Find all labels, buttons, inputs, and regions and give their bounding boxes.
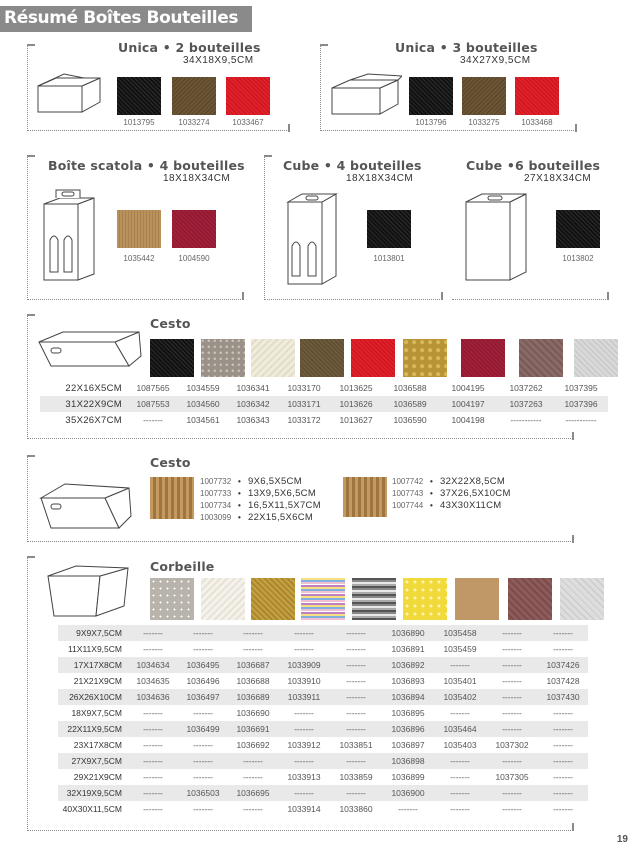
table-row bbox=[58, 721, 588, 737]
product-code: 1013795 bbox=[123, 118, 155, 127]
page-number: 19 bbox=[616, 834, 628, 845]
swatch-kraft bbox=[455, 578, 499, 620]
size-label: 22X11X9,5CM bbox=[58, 721, 128, 737]
table-cell: 1035402 bbox=[434, 689, 486, 705]
list-item bbox=[392, 488, 511, 500]
size-label: 21X21X9CM bbox=[73, 676, 122, 686]
product-code: 1007743 bbox=[392, 489, 424, 498]
table-cell: ------- bbox=[330, 657, 382, 673]
basket-illustration bbox=[44, 560, 134, 622]
table-cell: 1036687 bbox=[228, 657, 278, 673]
product-code: 1007733 bbox=[200, 489, 232, 498]
table-cell: ------- bbox=[294, 644, 314, 654]
table-cell: 1036695 bbox=[228, 785, 278, 801]
table-cell: 1037426 bbox=[538, 657, 588, 673]
cesto1-title: Cesto bbox=[150, 316, 191, 331]
table-cell: ------- bbox=[278, 721, 330, 737]
bullet: • bbox=[238, 501, 241, 510]
table-cell: ------- bbox=[193, 804, 213, 814]
size-label: 22X16X5CM bbox=[65, 382, 122, 394]
list-item bbox=[200, 512, 321, 524]
table-cell: ------- bbox=[553, 804, 573, 814]
product-code: 1007742 bbox=[392, 477, 424, 486]
table-cell: ------- bbox=[243, 644, 263, 654]
table-row bbox=[58, 801, 588, 817]
swatch-multistripe bbox=[301, 578, 345, 620]
size-label: 23X17X8CM bbox=[73, 740, 122, 750]
table-cell: ------- bbox=[538, 625, 588, 641]
table-cell: 1033910 bbox=[287, 676, 321, 686]
product-code: 1013801 bbox=[373, 254, 405, 263]
product-code: 1007744 bbox=[392, 501, 424, 510]
frame-tick bbox=[572, 432, 574, 440]
frame-tick bbox=[575, 124, 577, 132]
table-cell: 1036689 bbox=[228, 689, 278, 705]
product-code: 1033274 bbox=[178, 118, 210, 127]
table-cell: 1034634 bbox=[128, 657, 178, 673]
table-cell: ------- bbox=[486, 625, 538, 641]
list-item bbox=[200, 476, 321, 488]
bottle-box-illustration bbox=[40, 188, 98, 284]
product-code: 1033468 bbox=[521, 118, 553, 127]
frame-tick bbox=[441, 292, 443, 300]
table-cell: 1013627 bbox=[339, 415, 373, 425]
table-cell: 1036895 bbox=[391, 708, 425, 718]
table-cell: 1036503 bbox=[178, 785, 228, 801]
table-cell: ------- bbox=[143, 708, 163, 718]
table-row bbox=[40, 380, 608, 396]
size-label: 13X9,5X6,5CM bbox=[248, 488, 317, 499]
swatch-black bbox=[117, 77, 161, 115]
table-cell: ------- bbox=[553, 644, 573, 654]
table-cell: 1036897 bbox=[391, 740, 425, 750]
corbeille-title: Corbeille bbox=[150, 559, 215, 574]
table-cell: ------- bbox=[330, 625, 382, 641]
table-cell: ------- bbox=[486, 721, 538, 737]
table-row bbox=[58, 625, 588, 641]
table-cell: ----------- bbox=[565, 415, 597, 425]
table-cell: 1033851 bbox=[339, 740, 373, 750]
swatch-bronze bbox=[172, 77, 216, 115]
frame-tick bbox=[27, 44, 35, 46]
swatch-gold bbox=[251, 578, 295, 620]
corbeille-table bbox=[58, 625, 588, 817]
table-cell: 1035401 bbox=[443, 676, 477, 686]
table-row bbox=[58, 657, 588, 673]
table-cell: 1033913 bbox=[287, 772, 321, 782]
cesto2-size-list-left bbox=[200, 476, 321, 524]
product-code: 1033275 bbox=[468, 118, 500, 127]
table-cell: 1036590 bbox=[393, 415, 427, 425]
table-cell: ------- bbox=[330, 689, 382, 705]
table-cell: 1036495 bbox=[178, 657, 228, 673]
table-cell: 1004197 bbox=[438, 396, 498, 412]
table-cell: 1036891 bbox=[391, 644, 425, 654]
product-code: 1035442 bbox=[123, 254, 155, 263]
size-label: 35X26X7CM bbox=[65, 414, 122, 426]
table-cell: ------- bbox=[228, 625, 278, 641]
size-label: 31X22X9CM bbox=[40, 396, 128, 412]
table-cell: ------- bbox=[450, 708, 470, 718]
swatch-gold bbox=[403, 339, 447, 377]
frame-tick bbox=[572, 823, 574, 831]
size-label: 16,5X11,5X7CM bbox=[248, 500, 321, 511]
table-cell: ------- bbox=[502, 804, 522, 814]
table-cell: 1036690 bbox=[236, 708, 270, 718]
table-cell: ------- bbox=[143, 644, 163, 654]
table-row bbox=[58, 705, 588, 721]
bullet: • bbox=[430, 477, 433, 486]
table-cell: ------- bbox=[143, 415, 163, 425]
table-cell: 1033171 bbox=[278, 396, 330, 412]
table-cell: 1037395 bbox=[564, 383, 598, 393]
table-row bbox=[58, 673, 588, 689]
bullet: • bbox=[238, 513, 241, 522]
table-cell: ------- bbox=[538, 753, 588, 769]
cube4-dimensions: 18X18X34CM bbox=[346, 173, 414, 184]
product-code: 1013796 bbox=[415, 118, 447, 127]
table-cell: 1037305 bbox=[495, 772, 529, 782]
table-cell: ------- bbox=[330, 785, 382, 801]
table-cell: 1036341 bbox=[236, 383, 270, 393]
swatch-red bbox=[351, 339, 395, 377]
table-cell: 1036890 bbox=[382, 625, 434, 641]
list-item bbox=[392, 500, 511, 512]
swatch-kraft bbox=[117, 210, 161, 248]
table-cell: 1033859 bbox=[339, 772, 373, 782]
size-label: 32X19X9,5CM bbox=[58, 785, 128, 801]
scatola-title: Boîte scatola • 4 bouteilles bbox=[48, 158, 245, 173]
swatch-bronze bbox=[462, 77, 506, 115]
table-cell: ------- bbox=[193, 740, 213, 750]
size-label: 18X9X7,5CM bbox=[71, 708, 122, 718]
page-title: Résumé Boîtes Bouteilles bbox=[4, 8, 239, 28]
table-cell: 1033909 bbox=[278, 657, 330, 673]
table-cell: ------- bbox=[228, 753, 278, 769]
table-cell: ------- bbox=[143, 804, 163, 814]
table-cell: 1036893 bbox=[391, 676, 425, 686]
table-cell: ------- bbox=[143, 772, 163, 782]
table-cell: ----------- bbox=[510, 415, 542, 425]
table-cell: ------- bbox=[450, 804, 470, 814]
table-cell: ------- bbox=[434, 753, 486, 769]
bullet: • bbox=[430, 501, 433, 510]
table-cell: ------- bbox=[502, 676, 522, 686]
size-label: 32X22X8,5CM bbox=[440, 476, 506, 487]
bottle-box-illustration bbox=[462, 188, 532, 284]
swatch-silver-diamond bbox=[560, 578, 604, 620]
table-cell: 1087565 bbox=[136, 383, 170, 393]
table-cell: ------- bbox=[128, 785, 178, 801]
swatch-brown bbox=[300, 339, 344, 377]
unica3-dimensions: 34X27X9,5CM bbox=[460, 55, 531, 66]
product-code: 1004590 bbox=[178, 254, 210, 263]
table-cell: ------- bbox=[398, 804, 418, 814]
swatch-rose bbox=[508, 578, 552, 620]
table-cell: 1037430 bbox=[538, 689, 588, 705]
table-cell: ------- bbox=[553, 772, 573, 782]
table-cell: ------- bbox=[553, 708, 573, 718]
product-code: 1007734 bbox=[200, 501, 232, 510]
table-cell: 1035459 bbox=[443, 644, 477, 654]
table-cell: 1013626 bbox=[330, 396, 382, 412]
table-cell: ------- bbox=[502, 644, 522, 654]
swatch-black bbox=[409, 77, 453, 115]
table-cell: ------- bbox=[193, 772, 213, 782]
frame-tick bbox=[264, 155, 272, 157]
swatch-corrugated bbox=[150, 477, 194, 519]
table-cell: ------- bbox=[193, 644, 213, 654]
table-cell: 1033914 bbox=[287, 804, 321, 814]
table-cell: ------- bbox=[128, 721, 178, 737]
table-cell: 1037302 bbox=[495, 740, 529, 750]
bullet: • bbox=[238, 477, 241, 486]
unica3-title: Unica • 3 bouteilles bbox=[395, 40, 538, 55]
frame-tick bbox=[27, 455, 35, 457]
table-cell: 1033172 bbox=[287, 415, 321, 425]
cube6-dimensions: 27X18X34CM bbox=[524, 173, 592, 184]
cesto1-table bbox=[40, 380, 608, 428]
table-cell: 1033911 bbox=[278, 689, 330, 705]
product-code: 1033467 bbox=[232, 118, 264, 127]
table-cell: ------- bbox=[346, 644, 366, 654]
table-cell: ------- bbox=[553, 740, 573, 750]
table-cell: 1037396 bbox=[554, 396, 608, 412]
table-cell: ------- bbox=[486, 689, 538, 705]
table-cell: 1013625 bbox=[339, 383, 373, 393]
bullet: • bbox=[238, 489, 241, 498]
size-label: 27X9X7,5CM bbox=[58, 753, 128, 769]
table-cell: ------- bbox=[178, 753, 228, 769]
table-cell: ------- bbox=[330, 721, 382, 737]
cube4-title: Cube • 4 bouteilles bbox=[283, 158, 422, 173]
table-cell: 1033912 bbox=[287, 740, 321, 750]
table-cell: ------- bbox=[538, 785, 588, 801]
table-cell: ------- bbox=[294, 708, 314, 718]
frame-tick bbox=[572, 535, 574, 543]
table-cell: 1036499 bbox=[178, 721, 228, 737]
size-label: 43X30X11CM bbox=[440, 500, 502, 511]
swatch-paisley bbox=[150, 578, 194, 620]
tray-illustration bbox=[35, 476, 135, 536]
table-cell: 1034636 bbox=[128, 689, 178, 705]
table-cell: 1033860 bbox=[339, 804, 373, 814]
unica2-dimensions: 34X18X9,5CM bbox=[183, 55, 254, 66]
frame-tick bbox=[27, 155, 35, 157]
table-row bbox=[40, 412, 608, 428]
table-row bbox=[58, 753, 588, 769]
table-row bbox=[58, 641, 588, 657]
table-cell: ------- bbox=[434, 657, 486, 673]
size-label: 29X21X9CM bbox=[73, 772, 122, 782]
product-code: 1003099 bbox=[200, 513, 232, 522]
swatch-black bbox=[367, 210, 411, 248]
bullet: • bbox=[430, 489, 433, 498]
table-cell: 1036894 bbox=[382, 689, 434, 705]
table-cell: ------- bbox=[243, 804, 263, 814]
table-cell: 1037263 bbox=[498, 396, 554, 412]
table-cell: 1004198 bbox=[451, 415, 485, 425]
frame-tick bbox=[27, 556, 35, 558]
swatch-wine bbox=[461, 339, 505, 377]
table-cell: 1036896 bbox=[382, 721, 434, 737]
table-cell: 1034560 bbox=[178, 396, 228, 412]
table-cell: 1036342 bbox=[228, 396, 278, 412]
box-illustration bbox=[328, 72, 402, 118]
table-cell: 1036496 bbox=[186, 676, 220, 686]
frame-tick bbox=[242, 292, 244, 300]
table-cell: 1036692 bbox=[236, 740, 270, 750]
table-cell: ------- bbox=[128, 753, 178, 769]
table-row bbox=[58, 769, 588, 785]
bottle-box-illustration bbox=[282, 188, 340, 288]
unica2-title: Unica • 2 bouteilles bbox=[118, 40, 261, 55]
table-cell: 1004195 bbox=[451, 383, 485, 393]
table-row bbox=[58, 689, 588, 705]
cesto2-title: Cesto bbox=[150, 455, 191, 470]
table-cell: 1034561 bbox=[186, 415, 220, 425]
table-cell: ------- bbox=[346, 708, 366, 718]
list-item bbox=[200, 500, 321, 512]
table-cell: ------- bbox=[278, 785, 330, 801]
table-cell: 1033170 bbox=[287, 383, 321, 393]
table-cell: ------- bbox=[330, 753, 382, 769]
header-band bbox=[0, 6, 252, 32]
table-cell: ------- bbox=[178, 625, 228, 641]
table-cell: ------- bbox=[128, 625, 178, 641]
size-label: 17X17X8CM bbox=[58, 657, 128, 673]
table-cell: 1036900 bbox=[382, 785, 434, 801]
swatch-silver bbox=[574, 339, 618, 377]
swatch-pearl bbox=[201, 578, 245, 620]
table-cell: 1036589 bbox=[382, 396, 438, 412]
swatch-black bbox=[556, 210, 600, 248]
swatch-red bbox=[226, 77, 270, 115]
table-row bbox=[58, 785, 588, 801]
size-label: 26X26X10CM bbox=[58, 689, 128, 705]
table-cell: ------- bbox=[486, 785, 538, 801]
table-cell: ------- bbox=[486, 753, 538, 769]
size-label: 11X11X9,5CM bbox=[67, 644, 122, 654]
table-cell: 1036892 bbox=[382, 657, 434, 673]
table-cell: 1035403 bbox=[443, 740, 477, 750]
table-cell: 1034635 bbox=[136, 676, 170, 686]
table-cell: ------- bbox=[486, 657, 538, 673]
table-cell: 1034559 bbox=[186, 383, 220, 393]
table-cell: 1087553 bbox=[128, 396, 178, 412]
swatch-black bbox=[150, 339, 194, 377]
table-cell: ------- bbox=[346, 676, 366, 686]
table-cell: 1035464 bbox=[434, 721, 486, 737]
table-cell: ------- bbox=[243, 772, 263, 782]
table-cell: 1036497 bbox=[178, 689, 228, 705]
cesto2-size-list-right bbox=[392, 476, 511, 512]
swatch-grey-stripe bbox=[352, 578, 396, 620]
table-cell: ------- bbox=[193, 708, 213, 718]
table-cell: ------- bbox=[450, 772, 470, 782]
scatola-dimensions: 18X18X34CM bbox=[163, 173, 231, 184]
size-label: 9X9X7,5CM bbox=[58, 625, 128, 641]
table-cell: ------- bbox=[434, 785, 486, 801]
swatch-wine bbox=[172, 210, 216, 248]
table-cell: ------- bbox=[278, 753, 330, 769]
swatch-cream bbox=[251, 339, 295, 377]
table-cell: 1036691 bbox=[228, 721, 278, 737]
size-label: 22X15,5X6CM bbox=[248, 512, 314, 523]
swatch-red bbox=[515, 77, 559, 115]
size-label: 9X6,5X5CM bbox=[248, 476, 302, 487]
table-cell: 1037428 bbox=[546, 676, 580, 686]
table-cell: 1036588 bbox=[393, 383, 427, 393]
swatch-stone bbox=[201, 339, 245, 377]
table-cell: 1036688 bbox=[236, 676, 270, 686]
tray-illustration bbox=[35, 322, 145, 378]
frame-tick bbox=[27, 314, 35, 316]
table-cell: 1036899 bbox=[391, 772, 425, 782]
list-item bbox=[392, 476, 511, 488]
table-cell: 1036898 bbox=[382, 753, 434, 769]
size-label: 37X26,5X10CM bbox=[440, 488, 511, 499]
product-code: 1013802 bbox=[562, 254, 594, 263]
table-cell: ------- bbox=[502, 708, 522, 718]
swatch-corrugated bbox=[343, 477, 387, 517]
table-cell: ------- bbox=[538, 721, 588, 737]
product-code: 1007732 bbox=[200, 477, 232, 486]
table-cell: 1036343 bbox=[236, 415, 270, 425]
box-illustration bbox=[34, 72, 104, 116]
frame-tick bbox=[320, 44, 328, 46]
frame-tick bbox=[288, 124, 290, 132]
size-label: 40X30X11,5CM bbox=[62, 804, 122, 814]
list-item bbox=[200, 488, 321, 500]
table-cell: 1037262 bbox=[509, 383, 543, 393]
swatch-mauve bbox=[519, 339, 563, 377]
table-cell: ------- bbox=[278, 625, 330, 641]
frame-tick bbox=[607, 292, 609, 300]
table-cell: ------- bbox=[143, 740, 163, 750]
table-row bbox=[58, 737, 588, 753]
cube6-title: Cube •6 bouteilles bbox=[466, 158, 601, 173]
table-cell: 1035458 bbox=[434, 625, 486, 641]
table-row bbox=[40, 396, 608, 412]
swatch-yellow bbox=[403, 578, 447, 620]
